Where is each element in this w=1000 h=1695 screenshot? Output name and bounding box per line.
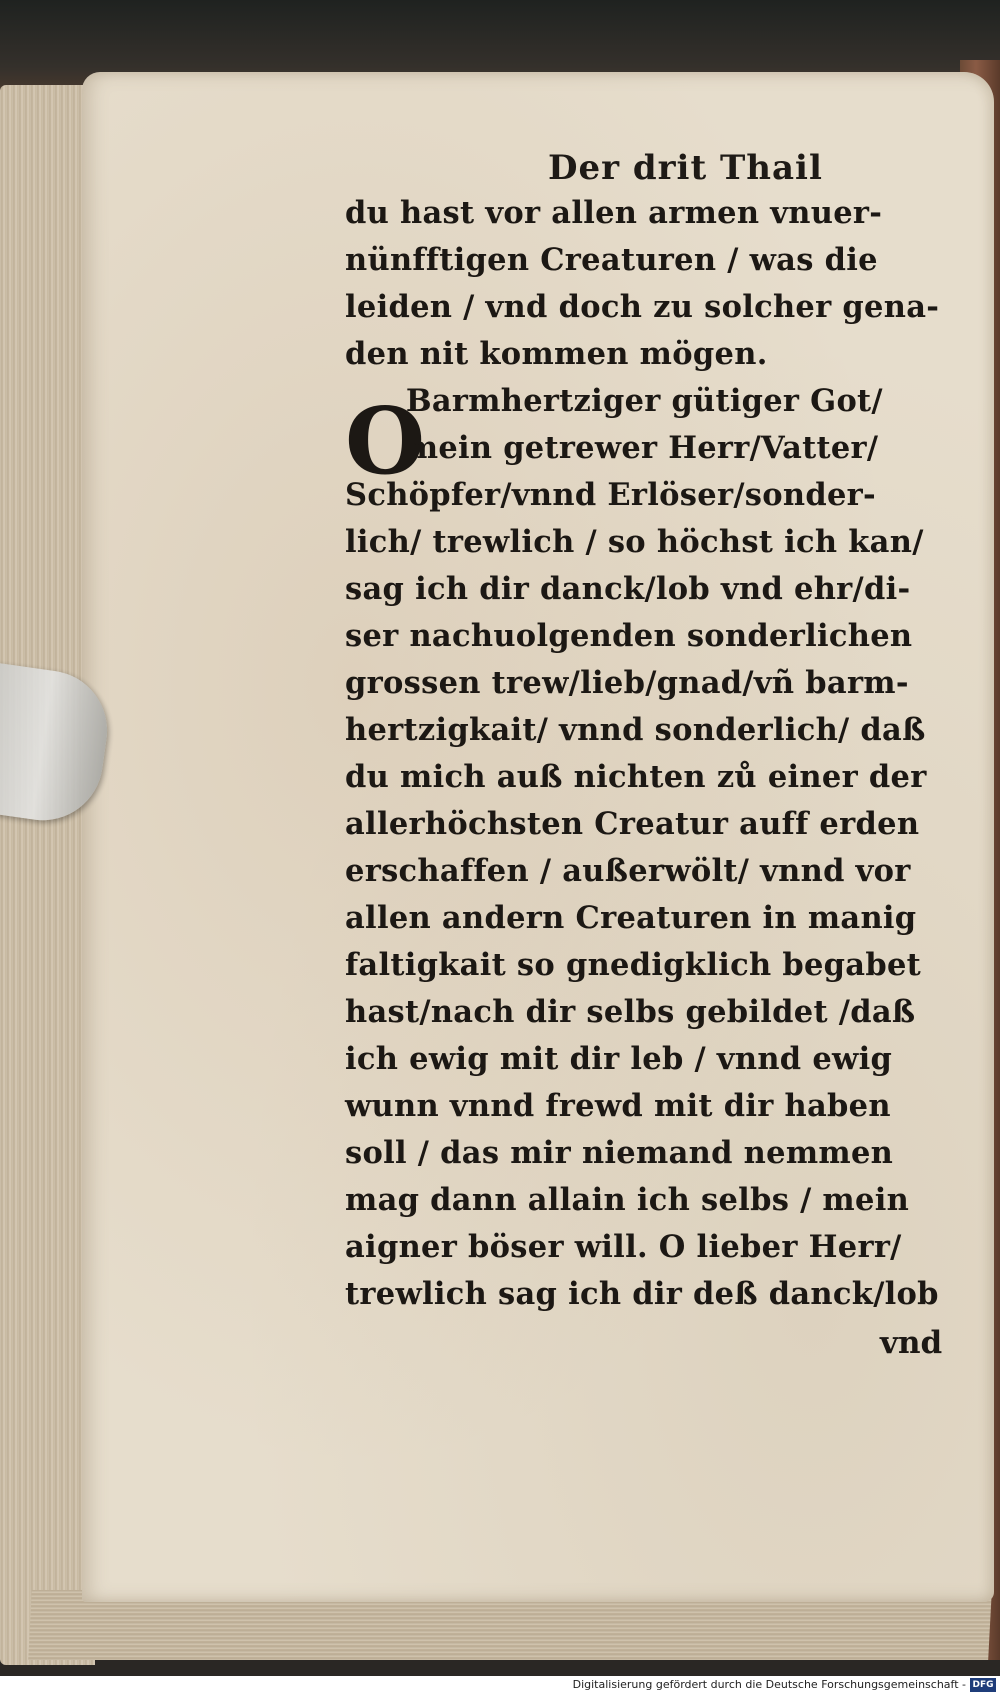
text-line: erschaffen / außerwölt/ vnnd vor — [345, 853, 911, 889]
text-line: hertzigkait/ vnnd sonderlich/ daß — [345, 712, 926, 748]
footer-credit: Digitalisierung gefördert durch die Deutsche Forschungsgemeinschaft - — [572, 1678, 966, 1691]
text-line: faltigkait so gnedigklich begabet — [345, 947, 922, 983]
text-line: trewlich sag ich dir deß danck/lob — [345, 1276, 939, 1312]
text-line: grossen trew/lieb/gnad/vñ barm- — [345, 665, 909, 701]
initial-letter: O — [345, 387, 426, 495]
text-line: wunn vnnd frewd mit dir haben — [345, 1088, 891, 1124]
text-line: hast/nach dir selbs gebildet /daß — [345, 994, 916, 1030]
dfg-logo: DFG — [970, 1678, 996, 1692]
catchword: vnd — [880, 1325, 943, 1361]
running-head: Der drit Thail — [548, 148, 823, 188]
text-line: ich ewig mit dir leb / vnnd ewig — [345, 1041, 893, 1077]
text-line: allerhöchsten Creatur auff erden — [345, 806, 920, 842]
text-line: ser nachuolgenden sonderlichen — [345, 618, 913, 654]
text-line: den nit kommen mögen. — [345, 336, 768, 372]
text-line: allen andern Creaturen in manig — [345, 900, 917, 936]
text-line: Schöpfer/vnnd Erlöser/sonder- — [345, 477, 877, 513]
page-stack-left — [0, 85, 95, 1665]
text-line: leiden / vnd doch zu solcher gena- — [345, 289, 940, 325]
text-line: Barmhertziger gütiger Got/ — [405, 383, 883, 419]
text-line: aigner böser will. O lieber Herr/ — [345, 1229, 902, 1265]
text-line: du hast vor allen armen vnuer- — [345, 195, 883, 231]
text-line: soll / das mir niemand nemmen — [345, 1135, 894, 1171]
text-line: du mich auß nichten zů einer der — [345, 759, 927, 795]
text-line: lich/ trewlich / so höchst ich kan/ — [345, 524, 924, 560]
text-line: mein getrewer Herr/Vatter/ — [405, 430, 879, 466]
text-block — [345, 195, 955, 1323]
text-line: nünfftigen Creaturen / was die — [345, 242, 878, 278]
text-line: mag dann allain ich selbs / mein — [345, 1182, 910, 1218]
text-line: sag ich dir danck/lob vnd ehr/di- — [345, 571, 911, 607]
